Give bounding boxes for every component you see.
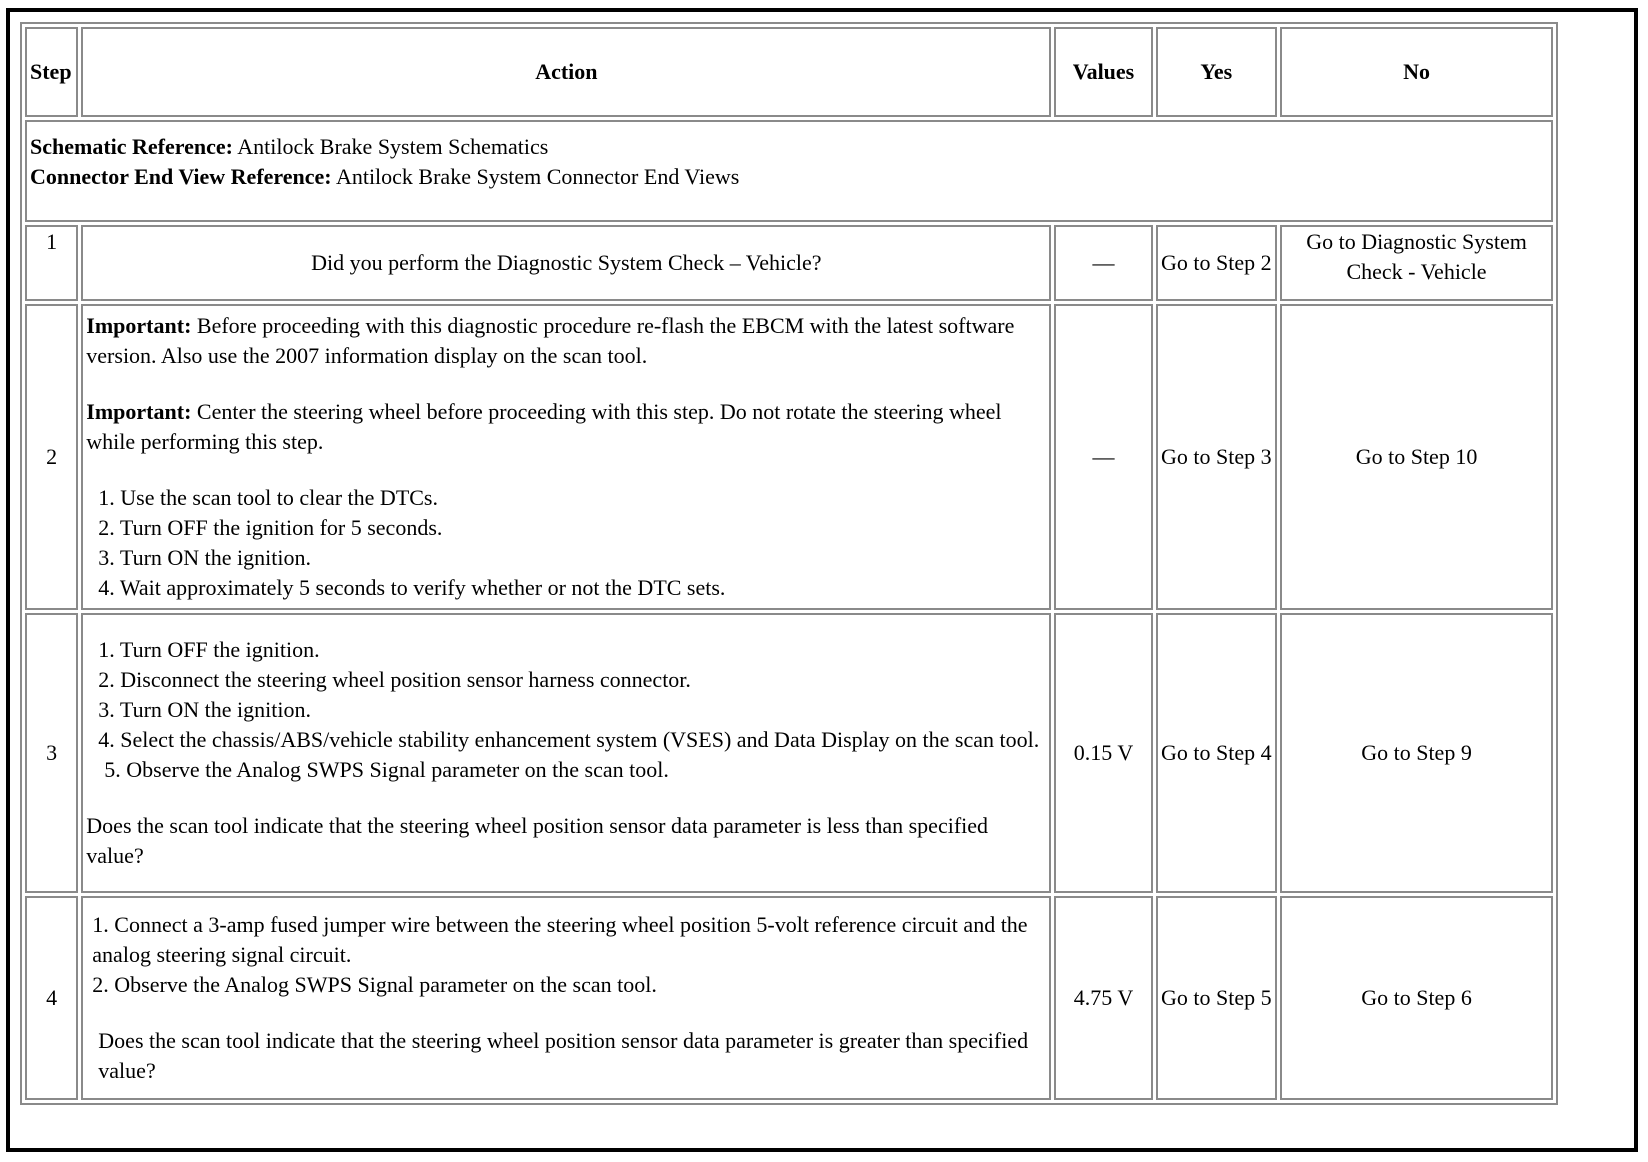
connector-label: Connector End View Reference:: [30, 164, 332, 189]
header-no: No: [1280, 27, 1553, 117]
important-text: Before proceeding with this diagnostic procedure re-flash the EBCM with the latest software version. Also use the 2007 information display on the scan tool.: [86, 313, 1015, 368]
list-item: 4. Select the chassis/ABS/vehicle stability enhancement system (VSES) and Data Display on the scan tool.: [98, 727, 1040, 752]
no-cell: Go to Diagnostic System Check - Vehicle: [1280, 225, 1553, 301]
list-item: 3. Turn ON the ignition.: [98, 545, 311, 570]
list-item: 1. Connect a 3-amp fused jumper wire between the steering wheel position 5-volt reference circuit and the analog steering signal circuit.: [92, 912, 1028, 967]
table-row: [25, 304, 1553, 610]
procedure-list: [86, 910, 1046, 1000]
important-label: Important:: [86, 313, 192, 338]
important-label: Important:: [86, 399, 192, 424]
list-item: 5. Observe the Analog SWPS Signal parameter on the scan tool.: [104, 757, 669, 782]
value-cell: —: [1054, 225, 1152, 301]
list-item: 2. Observe the Analog SWPS Signal parameter on the scan tool.: [92, 972, 657, 997]
step-number: 1: [25, 225, 78, 301]
header-row: [25, 27, 1553, 117]
step-number: 4: [25, 896, 78, 1100]
step-number: 2: [25, 304, 78, 610]
yes-cell: Go to Step 4: [1156, 613, 1278, 893]
important-note-1: [86, 311, 1046, 371]
list-item: 4. Wait approximately 5 seconds to verify whether or not the DTC sets.: [98, 575, 726, 600]
value-cell: 4.75 V: [1054, 896, 1152, 1100]
diagnostic-table: [20, 22, 1558, 1105]
no-cell: Go to Step 6: [1280, 896, 1553, 1100]
header-values: Values: [1054, 27, 1152, 117]
yes-cell: Go to Step 5: [1156, 896, 1278, 1100]
value-cell: 0.15 V: [1054, 613, 1152, 893]
yes-cell: Go to Step 2: [1156, 225, 1278, 301]
procedure-list: [86, 483, 1046, 603]
schematic-value: Antilock Brake System Schematics: [237, 134, 549, 159]
connector-value: Antilock Brake System Connector End Views: [335, 164, 740, 189]
important-text: Center the steering wheel before proceeding with this step. Do not rotate the steering wheel while performing this step.: [86, 399, 1002, 454]
list-item: 2. Turn OFF the ignition for 5 seconds.: [98, 515, 443, 540]
reference-cell: [25, 120, 1553, 222]
list-item: 1. Use the scan tool to clear the DTCs.: [98, 485, 438, 510]
action-cell: [81, 304, 1051, 610]
action-cell: [81, 613, 1051, 893]
schematic-label: Schematic Reference:: [30, 134, 233, 159]
header-yes: Yes: [1156, 27, 1278, 117]
step-number: 3: [25, 613, 78, 893]
table-row: [25, 613, 1553, 893]
table-row: [25, 896, 1553, 1100]
important-note-2: [86, 397, 1046, 457]
no-cell: Go to Step 9: [1280, 613, 1553, 893]
list-item: 3. Turn ON the ignition.: [98, 697, 311, 722]
list-item: 1. Turn OFF the ignition.: [98, 637, 320, 662]
no-cell: Go to Step 10: [1280, 304, 1553, 610]
value-cell: —: [1054, 304, 1152, 610]
procedure-list: [86, 635, 1046, 785]
reference-row: [25, 120, 1553, 222]
question-text: Does the scan tool indicate that the steering wheel position sensor data parameter is less than specified value?: [86, 813, 989, 868]
action-cell: Did you perform the Diagnostic System Check – Vehicle?: [81, 225, 1051, 301]
header-action: Action: [81, 27, 1051, 117]
page-frame: [6, 8, 1638, 1152]
header-step: Step: [25, 27, 78, 117]
list-item: 2. Disconnect the steering wheel position sensor harness connector.: [98, 667, 691, 692]
action-cell: [81, 896, 1051, 1100]
table-row: [25, 225, 1553, 301]
yes-cell: Go to Step 3: [1156, 304, 1278, 610]
question-text: Does the scan tool indicate that the steering wheel position sensor data parameter is greater than specified value?: [98, 1028, 1029, 1083]
